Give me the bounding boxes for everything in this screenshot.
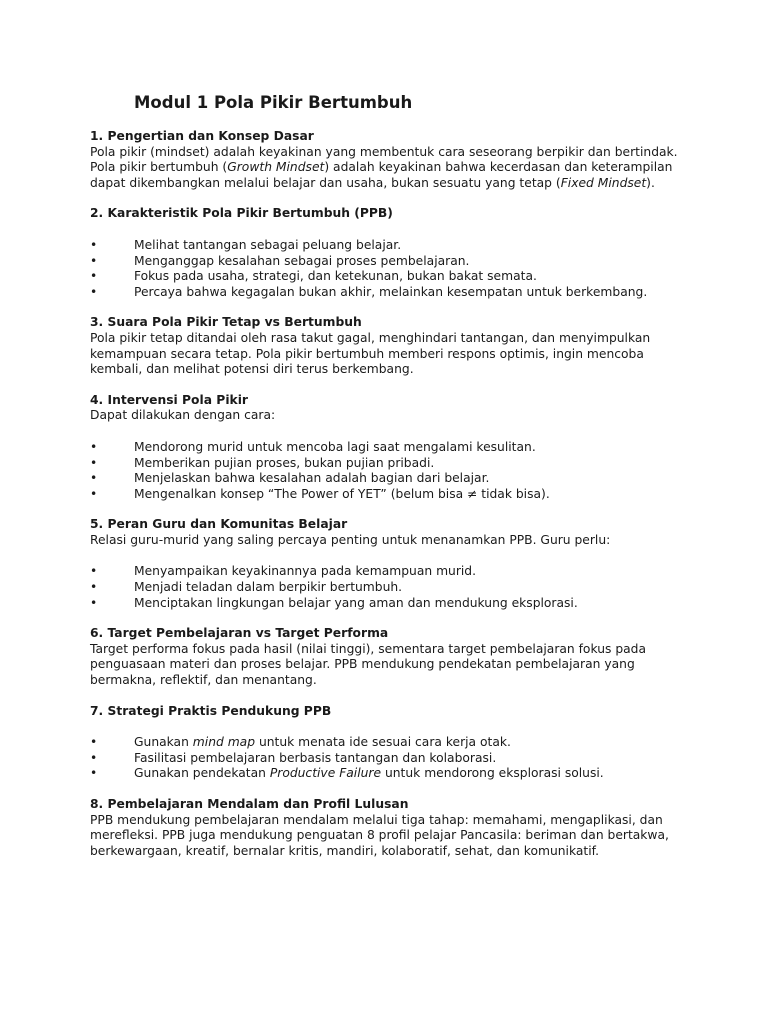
- section-4: [90, 393, 690, 503]
- section-6-heading: 6. Target Pembelajaran vs Target Performa: [90, 626, 389, 641]
- bullet-icon: •: [90, 595, 98, 610]
- section-7: [90, 704, 690, 782]
- bullet-icon: •: [90, 735, 98, 750]
- list-item-text-mind-map: mind map: [192, 735, 256, 750]
- section-2-list: [90, 238, 690, 300]
- bullet-icon: •: [90, 564, 98, 579]
- section-1-paragraph: [90, 145, 690, 192]
- section-2-heading: 2. Karakteristik Pola Pikir Bertumbuh (PPB): [90, 206, 393, 221]
- list-item-text: Memberikan pujian proses, bukan pujian pribadi.: [134, 455, 435, 470]
- section-3-heading: 3. Suara Pola Pikir Tetap vs Bertumbuh: [90, 315, 362, 330]
- section-6-paragraph: Target performa fokus pada hasil (nilai tinggi), sementara target pembelajaran fokus pada penguasaan materi dan proses belajar. PPB mendukung pendekatan pembelajaran yang bermakna, reflektif, dan menantang.: [90, 641, 646, 688]
- list-item-text: Menjadi teladan dalam berpikir bertumbuh.: [134, 580, 403, 595]
- section-5-list: [90, 564, 690, 611]
- list-item-text-a: Gunakan: [134, 735, 193, 750]
- bullet-icon: •: [90, 284, 98, 299]
- list-item-text-a: Gunakan pendekatan: [134, 766, 270, 781]
- document-page: [90, 92, 690, 874]
- section-8: [90, 797, 690, 859]
- list-item: [90, 254, 690, 270]
- section-1-text-c: ).: [646, 175, 655, 190]
- section-4-heading: 4. Intervensi Pola Pikir: [90, 392, 248, 407]
- bullet-icon: •: [90, 766, 98, 781]
- bullet-icon: •: [90, 486, 98, 501]
- list-item-text: Menganggap kesalahan sebagai proses pembelajaran.: [134, 253, 470, 268]
- bullet-icon: •: [90, 580, 98, 595]
- section-7-heading: 7. Strategi Praktis Pendukung PPB: [90, 703, 332, 718]
- list-item: [90, 269, 690, 285]
- list-item: [90, 596, 690, 612]
- section-8-heading: 8. Pembelajaran Mendalam dan Profil Lulusan: [90, 797, 409, 811]
- bullet-icon: •: [90, 269, 98, 284]
- section-1-heading: 1. Pengertian dan Konsep Dasar: [90, 129, 314, 143]
- list-item-text-productive-failure: Productive Failure: [269, 766, 382, 781]
- list-item-text: Mendorong murid untuk mencoba lagi saat mengalami kesulitan.: [134, 439, 536, 454]
- list-item-text: Fokus pada usaha, strategi, dan ketekunan, bukan bakat semata.: [134, 269, 537, 284]
- section-7-list: [90, 735, 690, 782]
- list-item: [90, 471, 690, 487]
- section-5-intro: Relasi guru-murid yang saling percaya penting untuk menanamkan PPB. Guru perlu:: [90, 532, 611, 547]
- list-item: [90, 766, 690, 782]
- bullet-icon: •: [90, 750, 98, 765]
- list-item: [90, 238, 690, 254]
- list-item-text: Menjelaskan bahwa kesalahan adalah bagian dari belajar.: [134, 471, 490, 486]
- section-2: [90, 206, 690, 300]
- list-item-text: Melihat tantangan sebagai peluang belajar.: [134, 237, 402, 252]
- bullet-icon: •: [90, 455, 98, 470]
- section-4-list: [90, 440, 690, 502]
- list-item: [90, 440, 690, 456]
- section-3-paragraph: Pola pikir tetap ditandai oleh rasa takut gagal, menghindari tantangan, dan menyimpulkan kemampuan secara tetap. Pola pikir bertumbuh memberi respons optimis, ingin mencoba kembali, dan melihat potensi diri terus berkembang.: [90, 330, 651, 377]
- list-item-text: Percaya bahwa kegagalan bukan akhir, melainkan kesempatan untuk berkembang.: [134, 284, 648, 299]
- section-1-text-growth-mindset: Growth Mindset: [227, 160, 325, 175]
- section-3: [90, 315, 690, 377]
- list-item: [90, 751, 690, 767]
- bullet-icon: •: [90, 471, 98, 486]
- section-1-text-fixed-mindset: Fixed Mindset: [560, 175, 647, 190]
- bullet-icon: •: [90, 253, 98, 268]
- section-5-heading: 5. Peran Guru dan Komunitas Belajar: [90, 517, 348, 532]
- section-4-intro: Dapat dilakukan dengan cara:: [90, 408, 276, 423]
- section-6: [90, 626, 690, 688]
- list-item: [90, 735, 690, 751]
- list-item: [90, 456, 690, 472]
- bullet-icon: •: [90, 439, 98, 454]
- list-item-text-b: untuk mendorong eksplorasi solusi.: [381, 766, 604, 781]
- list-item: [90, 564, 690, 580]
- list-item-text: Fasilitasi pembelajaran berbasis tantangan dan kolaborasi.: [134, 750, 497, 765]
- list-item: [90, 580, 690, 596]
- section-1: [90, 129, 690, 191]
- list-item: [90, 285, 690, 301]
- section-5: [90, 517, 690, 611]
- list-item-text-b: untuk menata ide sesuai cara kerja otak.: [255, 735, 511, 750]
- section-8-paragraph: PPB mendukung pembelajaran mendalam melalui tiga tahap: memahami, mengaplikasi, dan merefleksi. PPB juga mendukung penguatan 8 profil pelajar Pancasila: beriman dan bertakwa, berkewargaan, kreatif, bernalar kritis, mandiri, kolaboratif, sehat, dan komunikatif.: [90, 812, 669, 858]
- bullet-icon: •: [90, 237, 98, 252]
- section-1-text-b: ) adalah keyakinan bahwa kecerdasan dan keterampilan dapat dikembangkan melalui belajar dan usaha, bukan sesuatu yang tetap (: [90, 160, 673, 190]
- list-item-text: Mengenalkan konsep “The Power of YET” (belum bisa ≠ tidak bisa).: [134, 486, 550, 501]
- list-item-text: Menciptakan lingkungan belajar yang aman dan mendukung eksplorasi.: [134, 595, 578, 610]
- list-item: [90, 487, 690, 503]
- document-title: Modul 1 Pola Pikir Bertumbuh: [134, 93, 413, 112]
- list-item-text: Menyampaikan keyakinannya pada kemampuan murid.: [134, 564, 477, 579]
- section-1-text-a: Pola pikir (mindset) adalah keyakinan yang membentuk cara seseorang berpikir dan bertindak. Pola pikir bertumbuh (: [90, 144, 678, 175]
